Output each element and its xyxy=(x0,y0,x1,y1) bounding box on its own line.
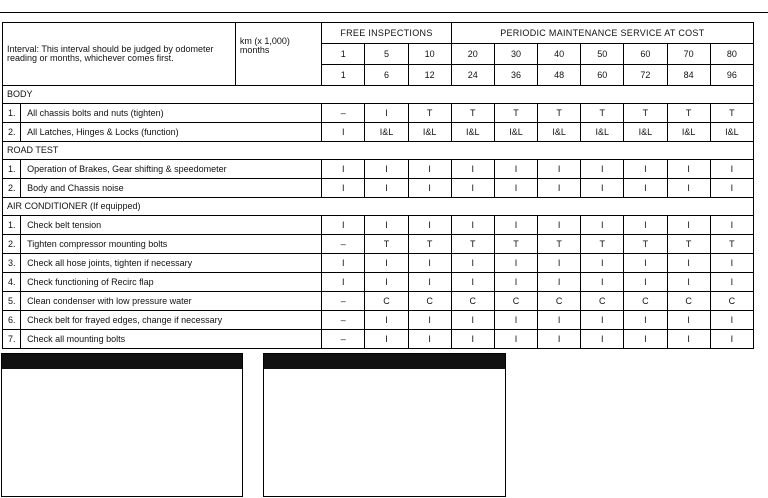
service-code-cell: I xyxy=(451,216,494,235)
service-code-cell: T xyxy=(494,104,537,123)
top-rule xyxy=(0,12,768,13)
service-code-cell: T xyxy=(667,104,710,123)
item-description: Check all hose joints, tighten if necessary xyxy=(21,254,322,273)
table-row xyxy=(3,179,754,198)
service-code-cell: I xyxy=(365,330,408,349)
service-code-cell: I xyxy=(408,311,451,330)
service-code-cell: I xyxy=(667,273,710,292)
service-code-cell: I xyxy=(365,273,408,292)
service-code-cell: T xyxy=(624,235,667,254)
service-code-cell: – xyxy=(322,330,365,349)
section-header-row xyxy=(3,86,754,104)
service-code-cell: I xyxy=(667,254,710,273)
free-inspections-header: FREE INSPECTIONS xyxy=(322,23,452,44)
item-number: 3. xyxy=(3,254,21,273)
item-number: 1. xyxy=(3,216,21,235)
service-code-cell: – xyxy=(322,311,365,330)
service-code-cell: I xyxy=(322,123,365,142)
periodic-service-header: PERIODIC MAINTENANCE SERVICE AT COST xyxy=(451,23,753,44)
item-description: Check functioning of Recirc flap xyxy=(21,273,322,292)
item-number: 1. xyxy=(3,104,21,123)
month-interval-cell: 1 xyxy=(322,65,365,86)
month-interval-cell: 96 xyxy=(710,65,753,86)
service-code-cell: T xyxy=(710,104,753,123)
service-code-cell: I xyxy=(451,160,494,179)
month-interval-cell: 24 xyxy=(451,65,494,86)
service-code-cell: I xyxy=(667,179,710,198)
item-number: 1. xyxy=(3,160,21,179)
km-interval-cell: 40 xyxy=(538,44,581,65)
service-code-cell: T xyxy=(538,104,581,123)
service-code-cell: I&L xyxy=(451,123,494,142)
service-code-cell: I xyxy=(408,330,451,349)
service-code-cell: I xyxy=(667,311,710,330)
month-interval-cell: 12 xyxy=(408,65,451,86)
service-code-cell: I xyxy=(322,216,365,235)
service-code-cell: T xyxy=(624,104,667,123)
km-interval-cell: 1 xyxy=(322,44,365,65)
service-code-cell: I xyxy=(538,330,581,349)
section-header-row xyxy=(3,198,754,216)
service-code-cell: I xyxy=(624,330,667,349)
service-code-cell: I xyxy=(710,330,753,349)
table-row xyxy=(3,254,754,273)
service-code-cell: I xyxy=(408,179,451,198)
item-number: 7. xyxy=(3,330,21,349)
service-code-cell: I xyxy=(710,254,753,273)
service-code-cell: I xyxy=(322,179,365,198)
service-code-cell: I xyxy=(624,179,667,198)
service-code-cell: I xyxy=(710,216,753,235)
service-code-cell: I xyxy=(451,330,494,349)
service-code-cell: I xyxy=(494,311,537,330)
service-code-cell: I xyxy=(408,254,451,273)
table-row xyxy=(3,104,754,123)
service-code-cell: I xyxy=(710,273,753,292)
service-code-cell: C xyxy=(538,292,581,311)
service-code-cell: – xyxy=(322,235,365,254)
km-interval-cell: 5 xyxy=(365,44,408,65)
service-code-cell: I xyxy=(365,104,408,123)
month-interval-cell: 60 xyxy=(581,65,624,86)
month-interval-cell: 84 xyxy=(667,65,710,86)
item-description: Tighten compressor mounting bolts xyxy=(21,235,322,254)
service-code-cell: – xyxy=(322,104,365,123)
service-code-cell: I xyxy=(494,330,537,349)
table-row xyxy=(3,123,754,142)
table-row xyxy=(3,311,754,330)
service-code-cell: T xyxy=(408,104,451,123)
service-code-cell: I xyxy=(538,311,581,330)
service-code-cell: I xyxy=(581,311,624,330)
item-number: 5. xyxy=(3,292,21,311)
service-code-cell: T xyxy=(408,235,451,254)
month-interval-cell: 72 xyxy=(624,65,667,86)
table-row xyxy=(3,292,754,311)
table-row xyxy=(3,235,754,254)
service-code-cell: I xyxy=(581,330,624,349)
month-interval-cell: 36 xyxy=(494,65,537,86)
service-code-cell: I xyxy=(624,216,667,235)
service-code-cell: I xyxy=(494,179,537,198)
item-number: 2. xyxy=(3,235,21,254)
service-code-cell: I xyxy=(581,179,624,198)
km-interval-cell: 30 xyxy=(494,44,537,65)
service-code-cell: T xyxy=(710,235,753,254)
item-number: 4. xyxy=(3,273,21,292)
service-code-cell: I xyxy=(538,254,581,273)
service-code-cell: I xyxy=(710,179,753,198)
service-code-cell: – xyxy=(322,292,365,311)
service-code-cell: I xyxy=(494,160,537,179)
service-code-cell: I xyxy=(624,273,667,292)
units-label: km (x 1,000) months xyxy=(235,23,321,86)
service-code-cell: I xyxy=(365,216,408,235)
service-code-cell: I xyxy=(624,254,667,273)
section-header-row xyxy=(3,142,754,160)
item-description: Check belt for frayed edges, change if necessary xyxy=(21,311,322,330)
service-code-cell: T xyxy=(538,235,581,254)
km-interval-cell: 60 xyxy=(624,44,667,65)
service-code-cell: C xyxy=(408,292,451,311)
item-description: Body and Chassis noise xyxy=(21,179,322,198)
service-code-cell: I xyxy=(624,311,667,330)
item-description: All Latches, Hinges & Locks (function) xyxy=(21,123,322,142)
item-number: 2. xyxy=(3,179,21,198)
item-description: All chassis bolts and nuts (tighten) xyxy=(21,104,322,123)
service-code-cell: T xyxy=(365,235,408,254)
service-code-cell: I xyxy=(408,160,451,179)
section-title: ROAD TEST xyxy=(3,142,754,160)
service-code-cell: I xyxy=(365,160,408,179)
service-code-cell: I xyxy=(408,216,451,235)
service-code-cell: I&L xyxy=(667,123,710,142)
item-description: Clean condenser with low pressure water xyxy=(21,292,322,311)
service-code-cell: T xyxy=(451,235,494,254)
item-number: 2. xyxy=(3,123,21,142)
table-row xyxy=(3,330,754,349)
service-code-cell: I xyxy=(365,254,408,273)
service-code-cell: I xyxy=(322,254,365,273)
service-code-cell: I xyxy=(581,254,624,273)
service-code-cell: I xyxy=(538,179,581,198)
service-code-cell: I xyxy=(667,216,710,235)
service-code-cell: C xyxy=(624,292,667,311)
notes-panel-left xyxy=(1,353,243,497)
section-title: BODY xyxy=(3,86,754,104)
item-description: Operation of Brakes, Gear shifting & speedometer xyxy=(21,160,322,179)
service-code-cell: C xyxy=(667,292,710,311)
service-code-cell: I xyxy=(710,311,753,330)
service-code-cell: T xyxy=(581,235,624,254)
service-code-cell: I xyxy=(365,179,408,198)
service-code-cell: I xyxy=(322,160,365,179)
service-code-cell: T xyxy=(451,104,494,123)
service-code-cell: I&L xyxy=(710,123,753,142)
service-code-cell: C xyxy=(581,292,624,311)
service-code-cell: I xyxy=(538,160,581,179)
service-code-cell: I xyxy=(581,160,624,179)
km-interval-cell: 10 xyxy=(408,44,451,65)
service-code-cell: I xyxy=(451,273,494,292)
service-code-cell: I xyxy=(667,160,710,179)
service-code-cell: I xyxy=(494,273,537,292)
service-code-cell: I xyxy=(581,273,624,292)
service-code-cell: I&L xyxy=(408,123,451,142)
service-code-cell: I xyxy=(624,160,667,179)
service-code-cell: I xyxy=(451,254,494,273)
section-title: AIR CONDITIONER (If equipped) xyxy=(3,198,754,216)
service-code-cell: I xyxy=(581,216,624,235)
service-code-cell: I xyxy=(538,216,581,235)
table-row xyxy=(3,216,754,235)
service-code-cell: I&L xyxy=(624,123,667,142)
item-number: 6. xyxy=(3,311,21,330)
maintenance-schedule-table xyxy=(2,22,754,349)
notes-panel-left-header xyxy=(2,354,242,369)
service-code-cell: I xyxy=(538,273,581,292)
service-code-cell: C xyxy=(451,292,494,311)
km-interval-cell: 80 xyxy=(710,44,753,65)
service-code-cell: I xyxy=(710,160,753,179)
km-interval-cell: 20 xyxy=(451,44,494,65)
month-interval-cell: 48 xyxy=(538,65,581,86)
service-code-cell: I&L xyxy=(494,123,537,142)
item-description: Check belt tension xyxy=(21,216,322,235)
service-code-cell: I xyxy=(494,216,537,235)
service-code-cell: I&L xyxy=(538,123,581,142)
service-code-cell: C xyxy=(494,292,537,311)
service-code-cell: I xyxy=(365,311,408,330)
service-code-cell: T xyxy=(667,235,710,254)
service-code-cell: T xyxy=(494,235,537,254)
service-code-cell: I xyxy=(408,273,451,292)
service-code-cell: C xyxy=(710,292,753,311)
item-description: Check all mounting bolts xyxy=(21,330,322,349)
service-code-cell: I xyxy=(667,330,710,349)
service-code-cell: I xyxy=(451,311,494,330)
service-code-cell: I&L xyxy=(581,123,624,142)
km-interval-cell: 70 xyxy=(667,44,710,65)
notes-panel-right-header xyxy=(264,354,505,369)
service-code-cell: I xyxy=(322,273,365,292)
km-interval-cell: 50 xyxy=(581,44,624,65)
month-interval-cell: 6 xyxy=(365,65,408,86)
service-code-cell: T xyxy=(581,104,624,123)
notes-panel-right xyxy=(263,353,506,497)
service-code-cell: C xyxy=(365,292,408,311)
service-code-cell: I xyxy=(494,254,537,273)
table-row xyxy=(3,160,754,179)
interval-note: Interval: This interval should be judged by odometer reading or months, whichever comes first. xyxy=(3,23,236,86)
service-code-cell: I xyxy=(451,179,494,198)
table-row xyxy=(3,273,754,292)
service-code-cell: I&L xyxy=(365,123,408,142)
